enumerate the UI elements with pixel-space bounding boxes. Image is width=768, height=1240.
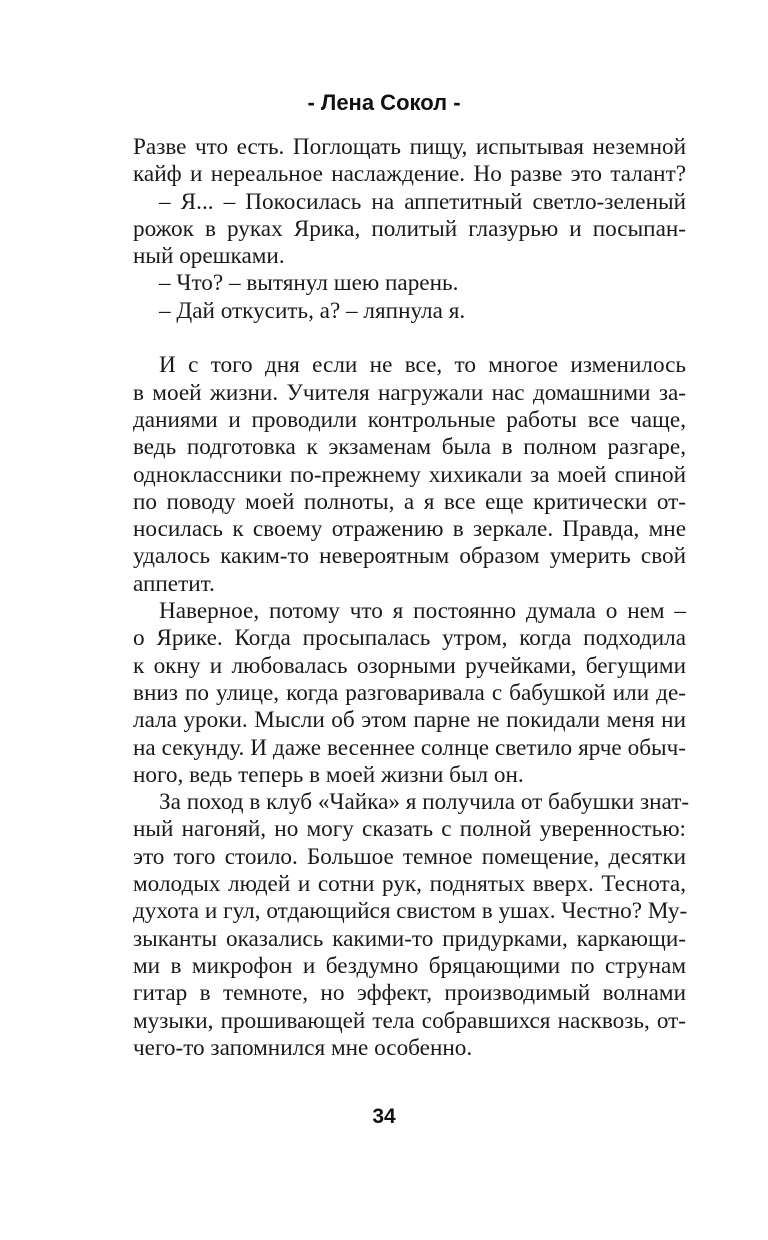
text-line: ный нагоняй, но могу сказать с полной уверенностью: bbox=[133, 816, 686, 843]
text-line: музыки, прошивающей тела собравшихся насквозь, от- bbox=[133, 1007, 686, 1034]
text-line: – Я... – Покосилась на аппетитный светло-зеленый bbox=[159, 188, 686, 215]
text-line: на секунду. И даже весеннее солнце светило ярче обыч- bbox=[133, 734, 686, 761]
text-line: даниями и проводили контрольные работы все чаще, bbox=[133, 406, 686, 433]
running-head-author: - Лена Сокол - bbox=[307, 90, 461, 115]
text-line: зыканты оказались какими-то придурками, каркающи- bbox=[133, 925, 686, 952]
text-line: в моей жизни. Учителя нагружали нас домашними за- bbox=[133, 379, 686, 406]
page-number: 34 bbox=[372, 1105, 396, 1128]
text-line: носилась к своему отражению в зеркале. Правда, мне bbox=[133, 516, 686, 543]
body-text bbox=[133, 134, 690, 1062]
text-line: Наверное, потому что я постоянно думала о нем – bbox=[159, 598, 686, 625]
text-line: – Что? – вытянул шею парень. bbox=[159, 270, 459, 297]
text-line: Разве что есть. Поглощать пищу, испытывая неземной bbox=[133, 134, 686, 160]
text-line: духота и гул, отдающийся свистом в ушах. Честно? Му- bbox=[133, 898, 688, 925]
text-line: рожок в руках Ярика, политый глазурью и посыпан- bbox=[133, 215, 686, 242]
text-line: это того стоило. Большое темное помещение, десятки bbox=[133, 843, 686, 870]
text-line: удалось каким-то невероятным образом умерить свой bbox=[133, 543, 686, 570]
text-line: гитар в темноте, но эффект, производимый волнами bbox=[133, 980, 686, 1007]
text-line: ведь подготовка к экзаменам была в полном разгаре, bbox=[133, 434, 686, 461]
text-line: по поводу моей полноты, а я все еще критически от- bbox=[133, 488, 686, 515]
text-line: молодых людей и сотни рук, поднятых вверх. Теснота, bbox=[133, 871, 686, 898]
text-line: лала уроки. Мысли об этом парне не покидали меня ни bbox=[133, 707, 686, 734]
text-line: – Дай откусить, а? – ляпнула я. bbox=[159, 297, 466, 324]
text-line: кайф и нереальное наслаждение. Но разве это талант? bbox=[133, 161, 686, 188]
text-line: к окну и любовалась озорными ручейками, бегущими bbox=[133, 652, 686, 679]
text-line: вниз по улице, когда разговаривала с бабушкой или де- bbox=[133, 679, 686, 706]
text-line: ный орешками. bbox=[133, 243, 285, 270]
text-line: И с того дня если не все, то многое изменилось bbox=[159, 352, 686, 379]
text-line: аппетит. bbox=[133, 570, 215, 597]
section-break bbox=[133, 325, 686, 352]
text-line: одноклассники по-прежнему хихикали за моей спиной bbox=[133, 461, 686, 488]
text-line: ми в микрофон и бездумно бряцающими по струнам bbox=[133, 952, 686, 979]
text-line: За поход в клуб «Чайка» я получила от бабушки знат- bbox=[159, 789, 690, 816]
text-line: ного, ведь теперь в моей жизни был он. bbox=[133, 761, 524, 788]
text-line: о Ярике. Когда просыпалась утром, когда подходила bbox=[133, 625, 686, 652]
text-line: чего-то запомнился мне особенно. bbox=[133, 1034, 473, 1061]
